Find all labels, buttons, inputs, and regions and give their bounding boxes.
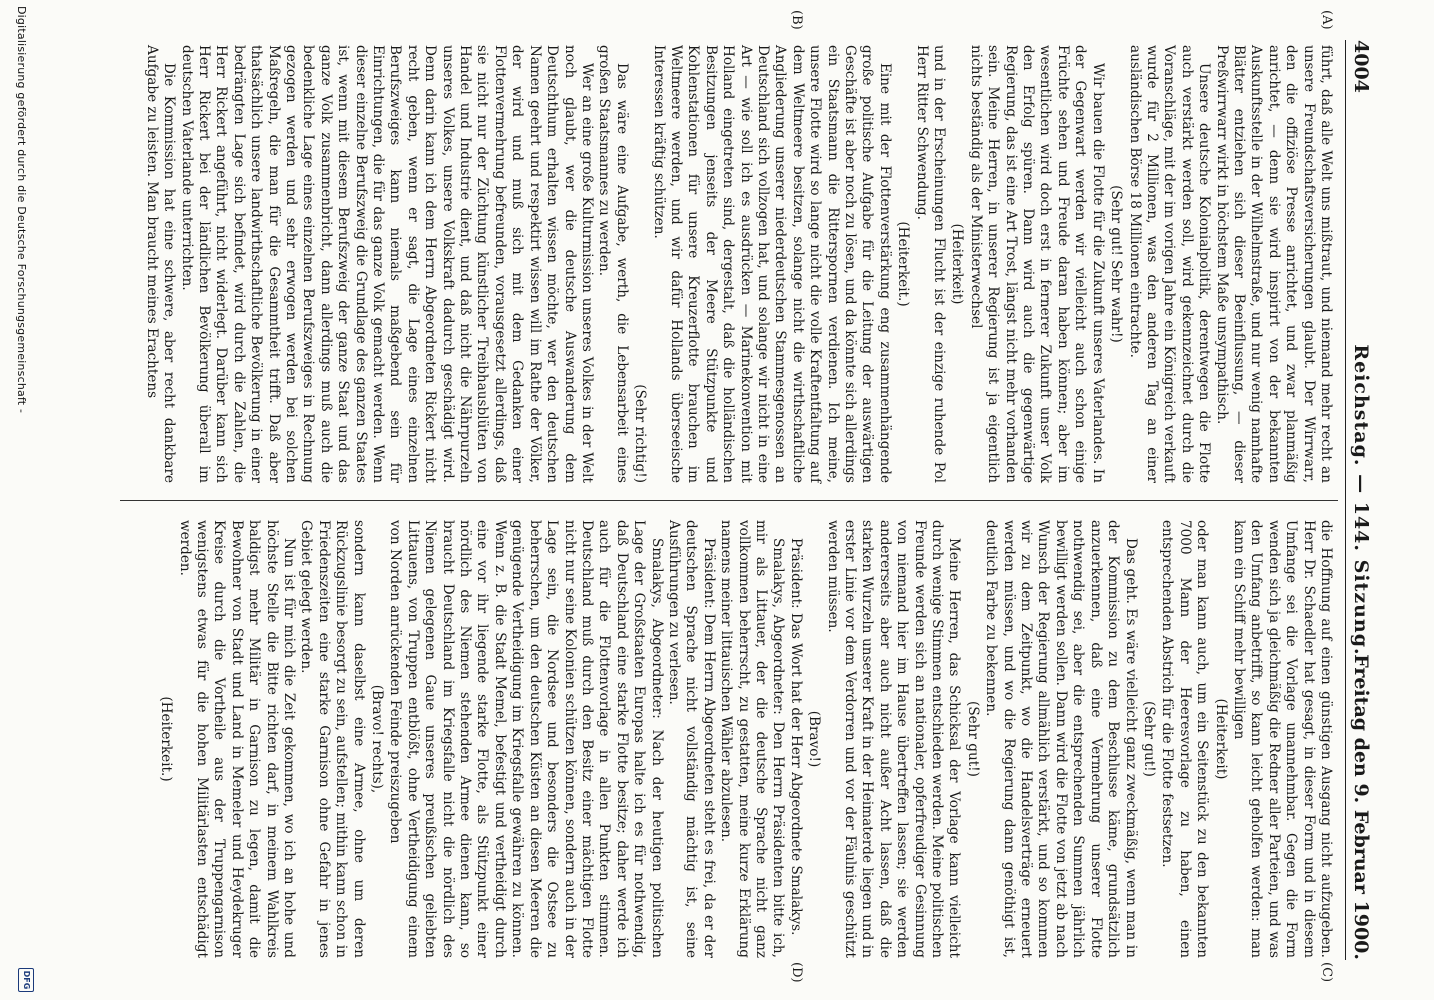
margin-mark-c: (C) bbox=[1319, 962, 1334, 983]
interjection: (Sehr gut! Sehr wahr!) bbox=[1108, 185, 1125, 343]
paragraph: Präsident: Dem Herrn Abgeordneten steht es frei, da er der deutschen Sprache nicht vollständig mächtig ist, seine Ausführungen zu verlesen. bbox=[665, 520, 717, 958]
paragraph: oder man kann auch, um ein Seitenstück zu den bekannten 7000 Mann der Heeresvorlage zu haben, einen entsprechenden Abstrich für die Flotte festsetzen. bbox=[1159, 520, 1211, 958]
page-number: 4004 bbox=[1350, 40, 1372, 93]
paragraph: Wer an eine große Kulturmission unseres Volkes in der Welt noch glaubt, wer die deutsche Auswanderung dem Deutschthum erhalten wissen möchte, wer den deutschen Namen geehrt und respektirt wissen will im Rathe der Völker, der wird und muß sich mit dem Gedanken einer Flottenvermehrung befreunden, vorausgesetzt allerdings, daß sie nicht nur der Züchtung künstlicher Treibhausblüten von Handel und Industrie dient, und daß nicht die Nährpurzeln unseres Volkes, unsere Volkskraft dadurch geschädigt wird. Denn darin kann ich dem Herrn Abgeordneten Rickert nicht recht geben, wenn er sagt, die Lage eines einzelnen Berufszweiges kann niemals maßgebend sein für Einrichtungen, die für das ganze Volk gemacht werden. Wenn dieser einzelne Berufszweig die Grundlage des ganzen Staates ist, wenn mit diesem Berufszweig der ganze Staat und das ganze Volk zusammenbricht, dann allerdings muß auch die bedenkliche Lage eines einzelnen Berufszweiges in Rechnung gezogen werden und sehr erwogen werden bei solchen Maßregeln, die man für die Gesammtheit trifft. Daß aber thatsächlich unsere landwirthschaftliche Bevölkerung in einer bedrängten Lage sich befindet, wird durch die Zahlen, die Herr Rickert angeführt, nicht widerlegt. Darüber kann sich Herr Rickert bei der ländlichen Bevölkerung überall im deutschen Vaterlande unterrichten. bbox=[178, 45, 595, 483]
paragraph: Das wäre eine Aufgabe, werth, die Lebensarbeit eines großen Staatsmannes zu werden. bbox=[596, 45, 630, 483]
paragraph: und in der Erscheinungen Flucht ist der einzige ruhende Pol Herr Ritter Schwendung. bbox=[913, 45, 948, 483]
paragraph: Die Kommission hat eine schwere, aber recht dankbare Aufgabe zu leisten. Man braucht meines Erachtens bbox=[143, 45, 178, 483]
right-column bbox=[156, 520, 1334, 958]
paragraph: Smalakys, Abgeordneter: Nach der heutigen politischen Lage der Großstaaten Europas halte ich es für nothwendig, daß Deutschland eine starke Flotte besitze; daher werde ich auch für die Flottenvorlage in allen Punkten stimmen. Deutschland muß durch den Besitz einer mächtigen Flotte nicht nur seine Kolonien schützen können, sondern auch in der Lage sein, die Nordsee und besonders die Ostsee zu beherrschen, um den deutschen Küsten an diesen Meeren die genügende Vertheidigung im Kriegsfalle gewähren zu können. Wenn z. B. die Stadt Memel, befestigt und vertheidigt durch eine vor ihr liegende starke Flotte, als Stützpunkt einer nördlich des Niemen stehenden Armee dienen kann, so braucht Deutschland im Kriegsfalle nicht die nördlich des Niemen gelegenen Gaue unseres preußischen geliebten Littauens, von Truppen entblößt, ohne Vertheidigung einem von Norden anrückenden Feinde preiszugeben bbox=[387, 520, 665, 958]
interjection: (Bravo! rechts), bbox=[369, 684, 386, 794]
interjection: (Bravo!) bbox=[806, 710, 823, 768]
margin-mark-b: (B) bbox=[789, 10, 804, 30]
paragraph: führt, daß alle Welt uns mißtraut, und niemand mehr recht an unsere Freundschaftsversicherungen glaubt. Der Wirrwarr, den die offiziöse Presse anrichtet, und zwar planmäßig anrichtet, — denn sie wird inspirirt von der bekannten Auskunftsstelle in der Wilhelmstraße, und nur wenig namhafte Blätter entziehen sich dieser Beeinflussung, — dieser Preßwirrwarr wirkt in höchstem Maße unsympathisch. bbox=[1213, 45, 1334, 483]
interjection: (Sehr gut!) bbox=[1140, 701, 1157, 777]
margin-mark-d: (D) bbox=[789, 962, 804, 983]
interjection: (Heiterkeit.) bbox=[158, 696, 175, 782]
paragraph: Präsident: Das Wort hat der Herr Abgeordnete Smalakys. bbox=[787, 538, 804, 936]
paragraph: Smalakys, Abgeordneter: Den Herrn Präsidenten bitte ich, mir als Littauer, der die deutsche Sprache nicht ganz vollkommen beherrscht, zu gestatten, meine kurze Erklärung namens meiner littauischen Wähler abzulesen. bbox=[718, 520, 787, 958]
dfg-logo: DFG bbox=[18, 968, 34, 992]
session-date: Freitag den 9. Februar 1900. bbox=[1350, 654, 1372, 960]
page-header bbox=[1345, 40, 1376, 960]
left-column bbox=[142, 45, 1334, 483]
paragraph: sondern kann daselbst eine Armee, ohne um deren Rückzugslinie besorgt zu sein, aufstellen; mithin kann schon in Friedenszeiten eine starke Garnison ohne Gefahr in jenes Gebiet gelegt werden. bbox=[298, 520, 367, 958]
interjection: (Sehr richtig!) bbox=[632, 384, 649, 483]
interjection: (Heiterkeit.) bbox=[895, 221, 912, 307]
interjection: (Heiterkeit) bbox=[949, 223, 966, 305]
paragraph: Nun ist für mich die Zeit gekommen, wo ich an hohe und höchste Stelle die Bitte richten darf, in meinem Wahlkreis baldigst mehr Militär in Garnison zu legen, damit die Bewohner von Stadt und Land in Memeler und Heydekruger Kreise durch die Vortheile aus der Truppengarnison wenigstens etwas für die hohen Militärlasten entschädigt werden. bbox=[176, 520, 298, 958]
interjection: (Heiterkeit) bbox=[1212, 698, 1229, 780]
digitization-credit: Digitalisierung gefördert durch die Deutsche Forschungsgemeinschaft - bbox=[15, 6, 28, 414]
session-title: Reichstag. — 144. Sitzung. bbox=[1350, 344, 1372, 656]
paragraph: die Hoffnung auf einen günstigen Ausgang nicht aufzugeben. Herr Dr. Schaedler hat gesagt, in dieser Form und in diesem Umfange sei die Vorlage unannehmbar. Gegen die Form wenden sich ja gleichmäßig die Redner aller Parteien, und was den Umfang anbetrifft, so kann leicht geholfen werden: man kann ein Schiff mehr bewilligen bbox=[1230, 520, 1334, 958]
paragraph: Unsere deutsche Kolonialpolitik, derentwegen die Flotte auch verstärkt werden soll, wird gekennzeichnet durch die Voranschläge, mit der im vorigen Jahre ein Königreich verkauft wurde für 2 Millionen, was den anderen Tag an einer ausländischen Börse 18 Millionen eintrachte. bbox=[1126, 45, 1213, 483]
paragraph: Eine mit der Flottenverstärkung eng zusammenhängende große politische Aufgabe für die Leitung der auswärtigen Geschäfte ist aber noch zu lösen, und da könnte sich allerdings ein Staatsmann die Ritterspornen verdienen. Ich meine, unsere Flotte wird so lange nicht die volle Kraftentfaltung auf dem Weltmeere besitzen, solange nicht die wirthschaftliche Angliederung unserer niederdeutschen Stammesgenossen an Deutschland sich vollzogen hat, und solange wir nicht in eine Art — wie soll ich es ausdrücken — Marinekonvention mit Holland eingetreten sind, dergestalt, daß die holländischen Besitzungen jenseits der Meere Stützpunkte und Kohlenstationen für unsere Kreuzerflotte brauchen im Weltmeere werden, und wir dafür Hollands überseeische Interessen kräftig schützen. bbox=[650, 45, 893, 483]
paragraph: Meine Herren, das Schicksal der Vorlage kann vielleicht durch wenige Stimmen entschieden werden. Meine politischen Freunde werden sich an nationaler, opferfreudiger Gesinnung von niemand hier im Hause übertreffen lassen; sie werden andererseits aber auch nicht außer Acht lassen, daß die starken Wurzeln unserer Kraft in der Heimaterde liegen und in erster Linie vor dem Verdorren und vor der Fäulnis geschützt werden müssen. bbox=[824, 520, 963, 958]
margin-mark-a: (A) bbox=[1319, 10, 1334, 30]
column-divider bbox=[120, 500, 1338, 501]
paragraph: Wir bauen die Flotte für die Zukunft unseres Vaterlandes. In der Gegenwart werden wir vielleicht auch schon einige Früchte sehen und Freude daran haben können; aber im wesentlichen wird doch erst in fernerer Zukunft unser Volk den Erfolg spüren. Dann wird auch die gegenwärtige Regierung, das ist eine Art Trost, längst nicht mehr vorhanden sein. Meine Herren, in unserer Regierung ist ja eigentlich nichts beständig als der Ministerwechsel bbox=[967, 45, 1106, 483]
paragraph: Das geht. Es wäre vielleicht ganz zweckmäßig, wenn man in der Kommission zu dem Beschlusse käme, grundsätzlich anzuerkennen, daß eine Vermehrung unserer Flotte nothwendig sei, aber die entsprechenden Summen jährlich bewilligt werden sollen. Dann wird die Flotte von jetzt ab nach Wunsch der Regierung allmählich verstärkt, und so kommen wir zu dem Zeitpunkt, wo die Handelsverträge erneuert werden müssen, und wo die Regierung dann genöthigt ist, deutlich Farbe zu bekennen. bbox=[983, 520, 1139, 958]
interjection: (Sehr gut!) bbox=[964, 701, 981, 777]
